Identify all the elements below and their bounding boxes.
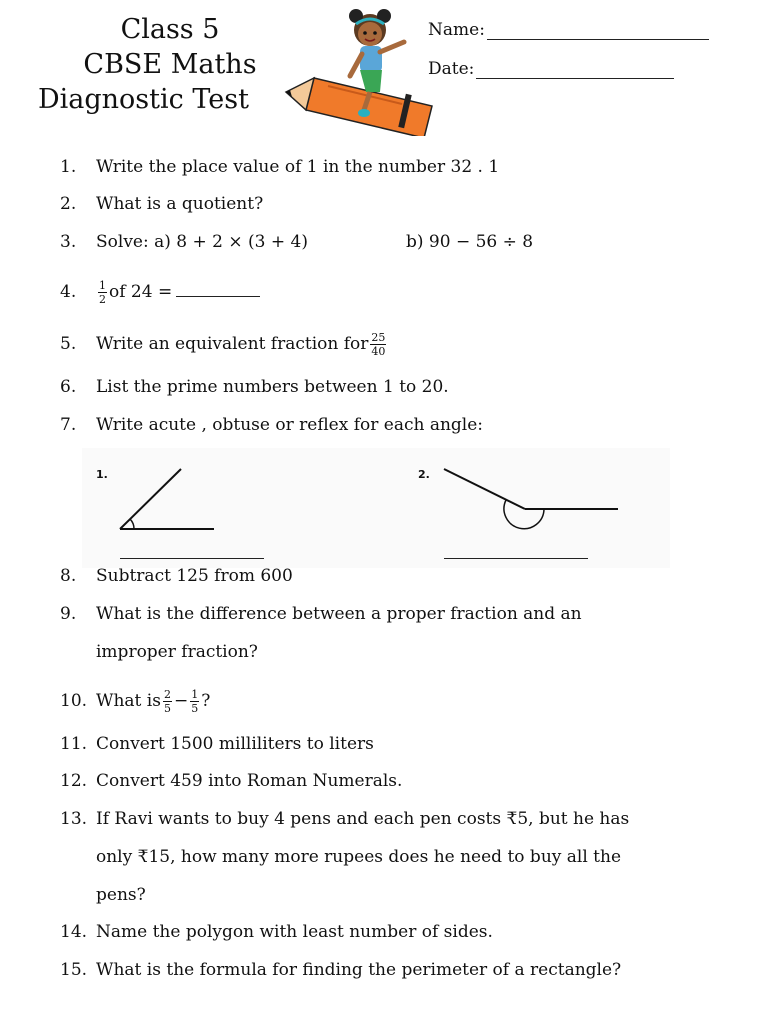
title-line-class: Class 5 xyxy=(120,14,220,45)
question-text: Write an equivalent fraction for xyxy=(96,334,369,354)
question-text: What is a quotient? xyxy=(96,194,264,214)
question-text: Subtract 125 from 600 xyxy=(96,566,293,586)
question-14 xyxy=(60,920,493,944)
question-text: Convert 1500 milliliters to liters xyxy=(96,734,374,754)
angle-1-label: 1. xyxy=(96,468,108,481)
fraction-25-40: $\frac{25}{40}$ xyxy=(371,331,386,358)
question-15 xyxy=(60,958,621,982)
pencil-icon xyxy=(286,78,432,136)
question-part-b: b) 90 − 56 ÷ 8 xyxy=(406,232,534,252)
question-number: 3. xyxy=(60,232,77,252)
question-text: Write the place value of 1 in the number 32 . 1 xyxy=(96,157,500,177)
angles-figure xyxy=(82,448,670,568)
question-7 xyxy=(60,413,483,437)
question-10 xyxy=(60,688,210,715)
question-8 xyxy=(60,564,293,588)
fraction-one-fifth: $\frac{1}{5}$ xyxy=(191,688,199,715)
name-line[interactable] xyxy=(487,21,709,40)
question-number: 9. xyxy=(60,604,77,624)
title-line-subject: CBSE Maths xyxy=(83,49,257,80)
title-line-test: Diagnostic Test xyxy=(38,84,249,115)
question-part-a: Solve: a) 8 + 2 × (3 + 4) xyxy=(96,232,308,252)
question-1 xyxy=(60,155,499,179)
question-number: 12. xyxy=(60,771,88,791)
acute-angle-icon xyxy=(120,469,214,529)
question-3 xyxy=(60,230,308,254)
question-12 xyxy=(60,769,402,793)
question-number: 8. xyxy=(60,566,77,586)
question-5 xyxy=(60,331,388,358)
date-field[interactable] xyxy=(428,59,674,79)
girl-on-pencil-illustration xyxy=(284,6,440,136)
question-text: Write acute , obtuse or reflex for each angle: xyxy=(96,415,484,435)
answer-blank[interactable] xyxy=(176,280,260,297)
name-field[interactable] xyxy=(428,20,709,40)
question-6 xyxy=(60,375,449,399)
question-11 xyxy=(60,732,374,756)
worksheet-title xyxy=(40,12,300,117)
question-13-continued-2: pens? xyxy=(96,885,146,905)
fraction-one-half: $\frac{1}{2}$ xyxy=(99,279,106,306)
name-label: Name: xyxy=(428,20,485,40)
angle-drawings xyxy=(82,448,670,568)
question-2 xyxy=(60,192,263,216)
question-text: What is the difference between a proper fraction and an xyxy=(96,604,582,624)
question-9 xyxy=(60,602,582,626)
date-line[interactable] xyxy=(476,60,674,79)
question-text: List the prime numbers between 1 to 20. xyxy=(96,377,449,397)
question-number: 4. xyxy=(60,282,77,302)
question-3-part-b xyxy=(406,230,533,254)
question-number: 11. xyxy=(60,734,88,754)
question-13-continued: only ₹15, how many more rupees does he need to buy all the xyxy=(96,847,622,867)
question-number: 13. xyxy=(60,809,88,829)
question-text: Name the polygon with least number of sides. xyxy=(96,922,493,942)
question-text: Convert 459 into Roman Numerals. xyxy=(96,771,403,791)
question-text: What is the formula for finding the perimeter of a rectangle? xyxy=(96,960,622,980)
angle-2-label: 2. xyxy=(418,468,430,481)
question-number: 5. xyxy=(60,334,77,354)
question-number: 7. xyxy=(60,415,77,435)
date-label: Date: xyxy=(428,59,475,79)
question-4 xyxy=(60,279,260,306)
question-mark: ? xyxy=(201,691,211,711)
angle-2-answer-line[interactable] xyxy=(444,558,588,559)
question-text: of 24 = xyxy=(109,282,173,302)
question-13 xyxy=(60,807,629,831)
minus-sign: − xyxy=(173,691,189,711)
angle-1-answer-line[interactable] xyxy=(120,558,264,559)
question-number: 6. xyxy=(60,377,77,397)
obtuse-angle-icon xyxy=(444,469,618,529)
question-9-continued: improper fraction? xyxy=(96,642,258,662)
question-text: What is xyxy=(96,691,161,711)
question-number: 10. xyxy=(60,691,88,711)
question-number: 1. xyxy=(60,157,77,177)
question-number: 2. xyxy=(60,194,77,214)
question-number: 14. xyxy=(60,922,88,942)
fraction-two-fifths: $\frac{2}{5}$ xyxy=(163,688,171,715)
question-text: If Ravi wants to buy 4 pens and each pen costs ₹5, but he has xyxy=(96,809,630,829)
question-number: 15. xyxy=(60,960,88,980)
